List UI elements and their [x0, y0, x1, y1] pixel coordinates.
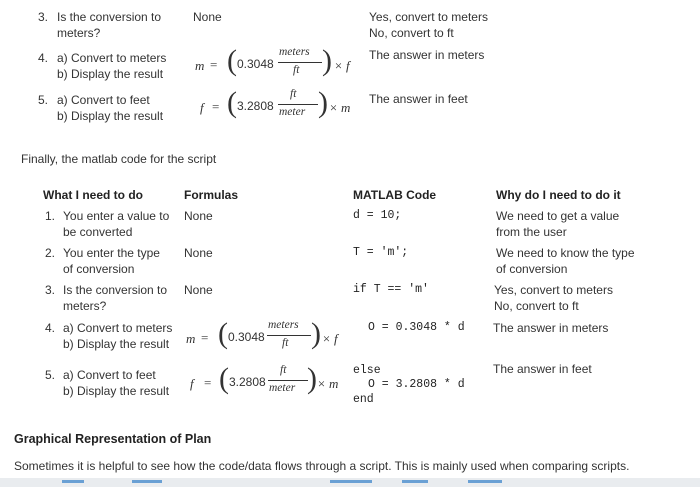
top-row4-what-line2: b) Display the result	[57, 67, 164, 81]
row4-what-line1: a) Convert to meters	[63, 321, 173, 335]
fraction-bar	[268, 380, 308, 381]
row1-code: d = 10;	[353, 209, 402, 222]
row5-code-else: else	[353, 364, 381, 377]
header-why: Why do I need to do it	[496, 188, 621, 202]
left-paren: (	[227, 44, 237, 77]
right-paren: )	[311, 317, 321, 350]
formula-equals: =	[212, 99, 220, 114]
formula-equals: =	[201, 330, 209, 345]
row3-what-line1: Is the conversion to	[63, 283, 168, 297]
top-row3-why-line2: No, convert to ft	[369, 26, 454, 40]
row1-what-line2: be converted	[63, 225, 133, 239]
fraction-numerator: ft	[290, 88, 297, 100]
left-paren: (	[218, 317, 228, 350]
fraction-denominator: ft	[282, 337, 289, 349]
diagram-preview-strip	[0, 478, 700, 487]
right-paren: )	[322, 44, 332, 77]
top-row3-why-line1: Yes, convert to meters	[369, 10, 488, 24]
row5-what-line2: b) Display the result	[63, 384, 170, 398]
formula-times: × m	[317, 376, 339, 391]
diagram-shape	[468, 480, 502, 483]
right-paren: )	[307, 362, 317, 395]
row2-number: 2.	[45, 246, 56, 260]
top-row3-formula: None	[193, 10, 222, 24]
row2-what-line1: You enter the type	[63, 246, 160, 260]
row4-number: 4.	[45, 321, 56, 335]
fraction-numerator: ft	[280, 364, 287, 376]
diagram-shape	[132, 480, 162, 483]
fraction-denominator: ft	[293, 64, 300, 76]
left-paren: (	[227, 86, 237, 119]
right-paren: )	[318, 86, 328, 119]
header-what: What I need to do	[43, 188, 143, 202]
formula-equals: =	[210, 57, 218, 72]
fraction-bar	[278, 62, 322, 63]
row3-why-line1: Yes, convert to meters	[494, 283, 613, 297]
fraction-numerator: meters	[279, 46, 310, 58]
fraction-bar	[278, 104, 318, 105]
formula-coefficient: 0.3048	[228, 330, 265, 344]
intro-text: Finally, the matlab code for the script	[21, 152, 217, 166]
top-row5-what-line2: b) Display the result	[57, 109, 164, 123]
formula-coefficient: 3.2808	[229, 375, 266, 389]
diagram-shape	[62, 480, 84, 483]
row5-why: The answer in feet	[493, 362, 592, 376]
row5-code: O = 3.2808 * d	[368, 378, 465, 391]
row2-code: T = 'm';	[353, 246, 409, 259]
formula-coefficient: 0.3048	[237, 57, 274, 71]
fraction-denominator: meter	[269, 382, 296, 394]
formula-coefficient: 3.2808	[237, 99, 274, 113]
row1-number: 1.	[45, 209, 56, 223]
top-row4-number: 4.	[38, 51, 49, 65]
top-row5-number: 5.	[38, 93, 49, 107]
top-row5-what-line1: a) Convert to feet	[57, 93, 150, 107]
row1-formula: None	[184, 209, 213, 223]
section-heading: Graphical Representation of Plan	[14, 432, 212, 446]
formula-lhs: f	[190, 376, 194, 391]
row4-code: O = 0.3048 * d	[368, 321, 465, 334]
row3-number: 3.	[45, 283, 56, 297]
row4-why: The answer in meters	[493, 321, 609, 335]
row2-what-line2: of conversion	[63, 262, 135, 276]
top-row4-why: The answer in meters	[369, 48, 485, 62]
row2-formula: None	[184, 246, 213, 260]
formula-times: × m	[329, 100, 351, 115]
row5-what-line1: a) Convert to feet	[63, 368, 156, 382]
formula-times: × f	[334, 58, 350, 73]
formula-times: × f	[322, 331, 338, 346]
diagram-shape	[402, 480, 428, 483]
fraction-denominator: meter	[279, 106, 306, 118]
formula-equals: =	[204, 375, 212, 390]
row1-why-line1: We need to get a value	[496, 209, 620, 223]
top-row4-what-line1: a) Convert to meters	[57, 51, 167, 65]
formula-lhs: f	[200, 100, 204, 115]
formula-lhs: m	[195, 58, 205, 73]
section-text: Sometimes it is helpful to see how the code/data flows through a script. This is mainly used when comparing scripts.	[14, 459, 630, 473]
row3-formula: None	[184, 283, 213, 297]
row1-why-line2: from the user	[496, 225, 567, 239]
row3-what-line2: meters?	[63, 299, 107, 313]
row2-why-line1: We need to know the type	[496, 246, 635, 260]
top-row3-what-line1: Is the conversion to	[57, 10, 162, 24]
header-matlab-code: MATLAB Code	[353, 188, 437, 202]
row4-what-line2: b) Display the result	[63, 337, 170, 351]
row5-number: 5.	[45, 368, 56, 382]
diagram-shape	[330, 480, 372, 483]
left-paren: (	[219, 362, 229, 395]
top-row3-number: 3.	[38, 10, 49, 24]
row3-code: if T == 'm'	[353, 283, 429, 296]
formula-lhs: m	[186, 331, 196, 346]
header-formulas: Formulas	[184, 188, 239, 202]
row5-code-end: end	[353, 393, 374, 406]
row1-what-line1: You enter a value to	[63, 209, 170, 223]
row3-why-line2: No, convert to ft	[494, 299, 579, 313]
fraction-numerator: meters	[268, 319, 299, 331]
row2-why-line2: of conversion	[496, 262, 568, 276]
fraction-bar	[267, 335, 311, 336]
top-row3-what-line2: meters?	[57, 26, 101, 40]
top-row5-why: The answer in feet	[369, 92, 468, 106]
